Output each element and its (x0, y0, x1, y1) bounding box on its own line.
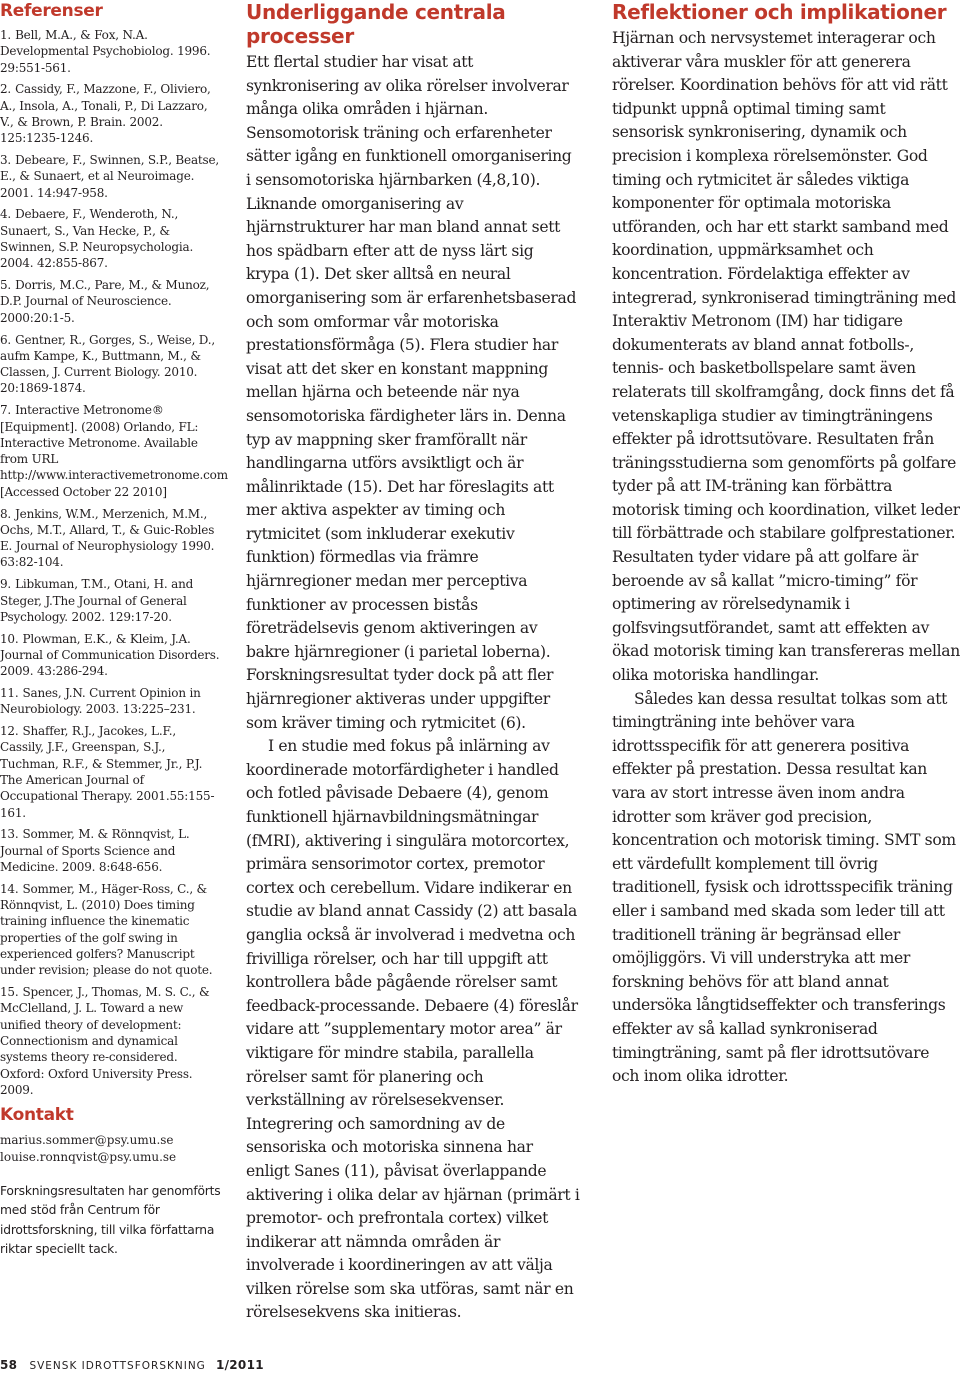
contact-email-sommer[interactable]: marius.sommer@psy.umu.se (0, 1132, 174, 1147)
reference-number: 14. (0, 881, 19, 896)
reference-text: Spencer, J., Thomas, M. S. C., & McClelland, J. L. Toward a new unified theory of development: Connectionism and dynamical systems theory re-considered. Oxford: Oxford University Press. 2009. (0, 985, 210, 1097)
reference-text: Dorris, M.C., Pare, M., & Munoz, D.P. Journal of Neuroscience. 2000:20:1-5. (0, 278, 210, 325)
reference-number: 7. (0, 403, 12, 418)
contact-emails (0, 1132, 222, 1166)
reference-item (0, 881, 222, 979)
reference-number: 11. (0, 685, 19, 700)
reference-text: Sommer, M., Häger-Ross, C., & Rönnqvist, L. (2010) Does timing training influence the kinematic properties of the golf swing in experienced golfers? Manuscript under revision; please do not quote. (0, 881, 213, 978)
reference-number: 2. (0, 82, 12, 97)
paragraph: Således kan dessa resultat tolkas som att timingträning inte behöver vara idrottsspecifik för att generera positiva effekter på prestation. Dessa resultat kan vara av stort intresse även inom andra idrotter som kräver god precision, koncentration och motorisk timing. SMT som ett värdefullt komplement till övrig traditionell, fysisk och idrottsspecifik träning eller i samband med skada som leder till att traditionell träning är begränsad eller omöjliggörs. Vi vill understryka att mer forskning behövs för att bland annat undersöka långtidseffekter och transferings effekter av så kallad synkroniserad timingträning, samt på fler idrottsutövare och inom olika idrotter. (612, 689, 956, 1086)
reflections-body (612, 27, 960, 1089)
reference-text: Gentner, R., Gorges, S., Weise, D., aufm Kampe, K., Buttmann, M., & Classen, J. Current Biology. 2010. 20:1869-1874. (0, 332, 216, 396)
page-number: 58 (0, 1358, 18, 1372)
reference-item (0, 277, 222, 326)
reference-number: 3. (0, 153, 12, 168)
reference-number: 1. (0, 28, 12, 42)
reference-text: Libkuman, T.M., Otani, H. and Steger, J.The Journal of General Psychology. 2002. 129:17-20. (0, 577, 194, 624)
reflections-heading: Reflektioner och implikationer (612, 0, 947, 24)
reference-item (0, 402, 228, 500)
reference-item (0, 576, 222, 625)
reference-text: Plowman, E.K., & Kleim, J.A. Journal of Communication Disorders. 2009. 43:286-294. (0, 631, 220, 679)
paragraph: Ett flertal studier har visat att synkronisering av olika rörelser involverar många olika områden i hjärnan. Sensomotorisk träning och erfarenheter sätter igång en funktionell omorganisering i sensomotoriska hjärnbarken (4,8,10). Liknande omorganisering av hjärnstrukturer har man bland annat sett hos spädbarn efter att de nyss lärt sig krypa (1). Det sker alltså en neural omorganisering som är erfarenhetsbaserad och som omformar vår motoriska prestationsförmåga (5). Flera studier har visat att det sker en konstant mappning mellan hjärna och beteende när nya sensomotoriska färdigheter lärs in. Denna typ av mappning sker framförallt när handlingarna utförs avsiktligt och är målinriktade (15). Det har föreslagits att mer aktiva aspekter av timing och rytmicitet (som inkluderar exekutiv funktion) förmedlas via främre hjärnregioner medan mer perceptiva funktioner av processen bistås företrädelsevis genom aktiveringen av bakre hjärnregioner (i parietal loberna). Forskningsresultat tyder dock på att fler hjärnregioner aktiveras under uppgifter som kräver timing och rytmicitet (6). (246, 53, 577, 732)
reference-item (0, 152, 222, 201)
paragraph: I en studie med fokus på inlärning av koordinerade motorfärdigheter i handled och fotled påvisade Debaere (4), genom funktionell hjärnavbildningsmätningar (fMRI), aktivering i singulära motorcortex, primära sensorimotor cortex, premotor cortex och cerebellum. Vidare indikerar en studie av bland annat Cassidy (2) att basala ganglia också är involverad i medvetna och frivilliga rörelser, och har till uppgift att kontrollera både pågående rörelser samt feedback-processande. Debaere (4) föreslår vidare att ”supplementary motor area” är viktigare för mindre stabila, parallella rörelser samt för planering och verkställning av rörelsesekvenser. Integrering och samordning av de sensoriska och motoriska sinnena har enligt Sanes (11), påvisat överlappande aktivering i olika delar av hjärnan (primärt i premotor- och prefrontala cortex) vilket indikerar att nämnda områden är involverade i koordineringen av att välja vilken rörelse som ska utföras, samt när en rörelsesekvens ska initieras. (246, 737, 580, 1322)
reference-text: Shaffer, R.J., Jacokes, L.F., Cassily, J.F., Greenspan, S.J., Tuchman, R.F., & Stemmer, Jr., P.J. The American Journal of Occupational Therapy. 2001.55:155-161. (0, 724, 215, 820)
central-processes-column (246, 0, 580, 1325)
reference-number: 13. (0, 827, 19, 842)
magazine-name: SVENSK IDROTTSFORSKNING (29, 1360, 206, 1372)
reference-item (0, 206, 222, 271)
reference-number: 12. (0, 724, 19, 739)
reference-text: Bell, M.A., & Fox, N.A. Developmental Psychobiolog. 1996. 29:551-561. (0, 28, 211, 75)
reference-number: 9. (0, 577, 12, 592)
reference-text: Sanes, J.N. Current Opinion in Neurobiology. 2003. 13:225–231. (0, 685, 201, 717)
reference-item (0, 81, 222, 146)
reference-number: 4. (0, 207, 12, 222)
reference-item (0, 826, 222, 875)
reflections-column (612, 0, 960, 1089)
paragraph: Hjärnan och nervsystemet interagerar och aktiverar våra muskler för att generera rörelser. Koordination behövs för att vid rätt tidpunkt uppnå optimal timing samt sensorisk synkronisering, dynamik och precision i komplexa rörelsemönster. God timing och rytmicitet är således viktiga komponenter för optimala motoriska utföranden, och har ett starkt samband med koordination, uppmärksamhet och koncentration. Fördelaktiga effekter av integrerad, synkroniserad timingträning med Interaktiv Metronom (IM) har tidigare dokumenterats av bland annat fotbolls-, tennis- och basketbollspelare samt även relaterats till skolframgång, dock finns det få vetenskapliga studier av timingträningens effekter på idrottsutövare. Resultaten från träningsstudierna som genomförts på golfare tyder på att IM-träning kan förbättra motorisk timing och koordination, vilket leder till förbättrade och stabilare golfprestationer. Resultaten tyder vidare på att golfare är beroende av så kallat ”micro-timing” för optimering av rörelsedynamik i golfsvingsutförandet, samt att effekten av ökad motorisk timing kan transfereras mellan olika motoriska handlingar. (612, 29, 960, 685)
contact-email-ronnqvist[interactable]: louise.ronnqvist@psy.umu.se (0, 1149, 177, 1164)
reference-text: Jenkins, W.M., Merzenich, M.M., Ochs, M.T., Allard, T., & Guic-Robles E. Journal of Neurophysiology 1990. 63:82-104. (0, 506, 215, 570)
funding-acknowledgement: Forskningsresultaten har genomförts med stöd från Centrum för idrottsforskning, till vilka författarna riktar speciellt tack. (0, 1183, 221, 1257)
references-column (0, 0, 228, 1260)
central-processes-body (246, 51, 580, 1325)
reference-item (0, 984, 222, 1098)
issue-number: 1/2011 (215, 1358, 264, 1372)
reference-item (0, 631, 222, 680)
reference-number: 15. (0, 985, 19, 1000)
reference-number: 5. (0, 278, 12, 293)
reference-number: 10. (0, 631, 19, 646)
contact-heading: Kontakt (0, 1104, 74, 1125)
reference-text: Sommer, M. & Rönnqvist, L. Journal of Sports Science and Medicine. 2009. 8:648-656. (0, 827, 190, 874)
reference-text: Debaere, F., Wenderoth, N., Sunaert, S., Van Hecke, P., & Swinnen, S.P. Neuropsychologia. 2004. 42:855-867. (0, 207, 194, 271)
reference-item (0, 506, 222, 571)
page-footer (0, 1358, 264, 1372)
reference-item (0, 685, 222, 718)
reference-item (0, 27, 222, 76)
reference-text: Cassidy, F., Mazzone, F., Oliviero, A., Insola, A., Tonali, P., Di Lazzaro, V., & Brown, P. Brain. 2002. 125:1235-1246. (0, 82, 211, 146)
reference-text: Interactive Metronome® [Equipment]. (2008) Orlando, FL: Interactive Metronome. Available from URL http://www.interactivemetronome.com [Accessed October 22 2010] (0, 403, 228, 499)
reference-item (0, 723, 222, 821)
reference-item (0, 332, 222, 397)
reference-number: 8. (0, 506, 12, 521)
reference-number: 6. (0, 332, 12, 347)
references-list (0, 27, 228, 1098)
references-heading: Referenser (0, 1, 103, 21)
reference-text: Debeare, F., Swinnen, S.P., Beatse, E., & Sunaert, et al Neuroimage. 2001. 14:947-958. (0, 153, 220, 200)
central-processes-heading: Underliggande centrala processer (246, 0, 506, 48)
